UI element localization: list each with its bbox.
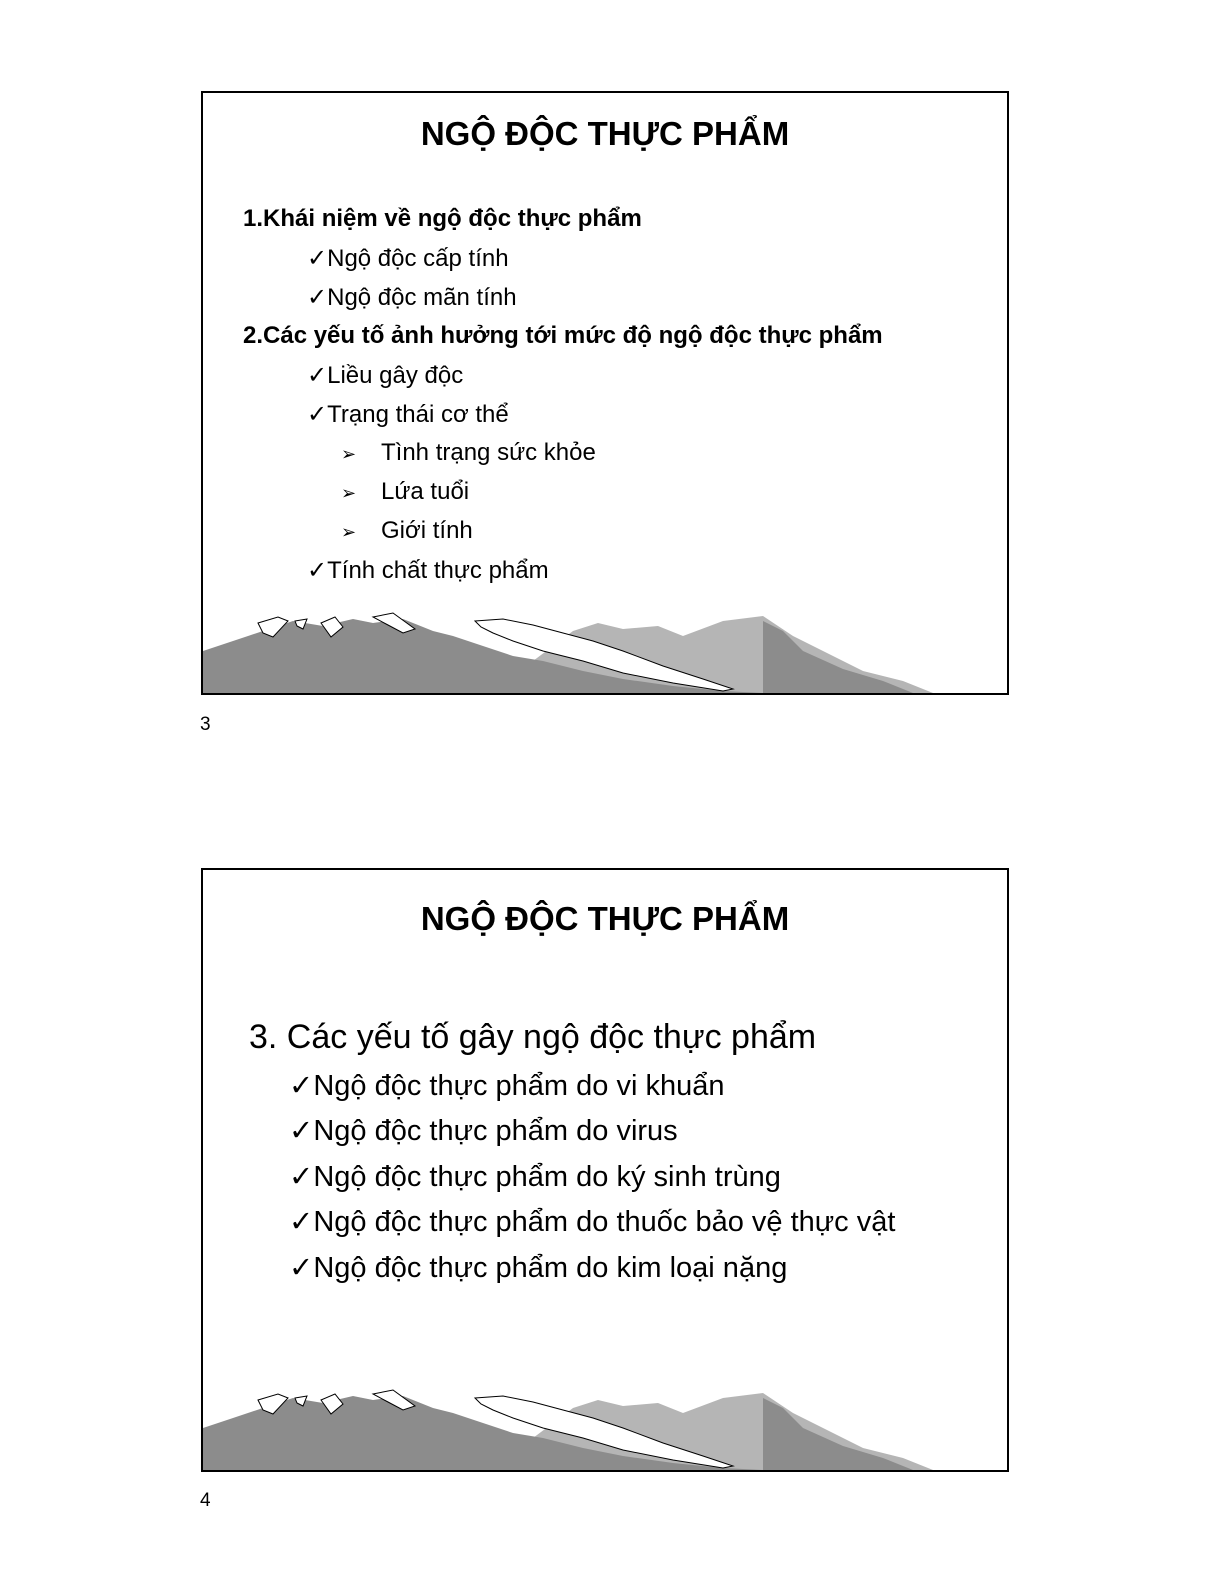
check-icon: ✓ bbox=[289, 1070, 314, 1102]
list-item: ✓Liều gây độc bbox=[307, 362, 464, 389]
list-item: ✓Ngộ độc thực phẩm do vi khuẩn bbox=[289, 1070, 725, 1102]
arrow-bullet-icon: ➢ bbox=[341, 483, 357, 503]
section-heading-3: 3. Các yếu tố gây ngộ độc thực phẩm bbox=[249, 1018, 817, 1056]
check-icon: ✓ bbox=[289, 1252, 314, 1284]
list-item: ✓Ngộ độc cấp tính bbox=[307, 245, 509, 272]
list-item: ✓Tính chất thực phẩm bbox=[307, 557, 549, 584]
section-heading-1: 1.Khái niệm về ngộ độc thực phẩm bbox=[243, 205, 642, 232]
slide-title: NGỘ ĐỘC THỰC PHẨM bbox=[420, 115, 790, 152]
check-icon: ✓ bbox=[307, 284, 328, 311]
check-icon: ✓ bbox=[289, 1206, 314, 1238]
check-icon: ✓ bbox=[289, 1115, 314, 1147]
slide-3 bbox=[201, 91, 1009, 695]
list-item: ✓Ngộ độc thực phẩm do thuốc bảo vệ thực vật bbox=[289, 1206, 896, 1238]
list-item: ✓Ngộ độc mãn tính bbox=[307, 284, 517, 311]
check-icon: ✓ bbox=[307, 557, 328, 584]
slide-4 bbox=[201, 868, 1009, 1472]
list-item: ✓Ngộ độc thực phẩm do kim loại nặng bbox=[289, 1252, 788, 1284]
arrow-bullet-icon: ➢ bbox=[341, 444, 357, 464]
mountain-graphic bbox=[203, 611, 1007, 693]
sub-list-item: ➢ Tình trạng sức khỏe bbox=[341, 439, 596, 466]
slide-title: NGỘ ĐỘC THỰC PHẨM bbox=[420, 900, 790, 937]
list-item: ✓Ngộ độc thực phẩm do ký sinh trùng bbox=[289, 1161, 781, 1193]
page-number: 4 bbox=[200, 1490, 211, 1511]
list-item: ✓Ngộ độc thực phẩm do virus bbox=[289, 1115, 678, 1147]
check-icon: ✓ bbox=[307, 362, 328, 389]
check-icon: ✓ bbox=[307, 245, 328, 272]
sub-list-item: ➢ Lứa tuổi bbox=[341, 478, 470, 505]
check-icon: ✓ bbox=[289, 1161, 314, 1193]
page-number: 3 bbox=[200, 714, 211, 735]
section-heading-2: 2.Các yếu tố ảnh hưởng tới mức độ ngộ độc thực phẩm bbox=[243, 322, 883, 349]
sub-list-item: ➢ Giới tính bbox=[341, 517, 473, 544]
check-icon: ✓ bbox=[307, 401, 328, 428]
arrow-bullet-icon: ➢ bbox=[341, 522, 357, 542]
mountain-graphic bbox=[203, 1388, 1007, 1470]
list-item: ✓Trạng thái cơ thể bbox=[307, 401, 509, 428]
